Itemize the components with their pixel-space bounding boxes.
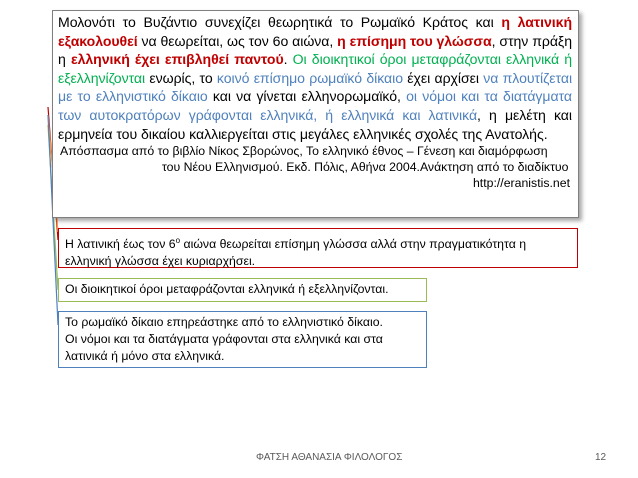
highlight-laws-decrees: οι νόμοι και τα διατάγματα των αυτοκρατόρων γράφονται ελληνικά, ή ελληνικά και λατινικά [58,88,572,123]
note-administrative-text: Οι διοικητικοί όροι μεταφράζονται ελληνικά ή εξελληνίζονται. [65,282,389,296]
citation-line-1: Απόσπασμα από το βιβλίο Νίκος Σβορώνος, Το ελληνικό έθνος – Γένεση και διαμόρφωση [60,144,548,159]
excerpt-text: ενωρίς, το [145,69,217,86]
excerpt-text: Μολονότι το Βυζάντιο συνεχίζει θεωρητικά το Ρωμαϊκό Κράτος και [58,14,502,30]
excerpt-text: και να γίνεται ελληνορωμαϊκό, [207,88,407,105]
highlight-roman-law: κοινό επίσημο ρωμαϊκό δίκαιο [216,69,404,86]
citation-url: http://eranistis.net [472,176,570,191]
excerpt-text: , στην πράξη η [58,32,572,68]
highlight-hellenistic-law: να πλουτίζεται με το ελληνιστικό δίκαιο [58,69,573,105]
note-latin-text-rest: αιώνα θεωρείται επίσημη γλώσσα αλλά στην πραγματικότητα η ελληνική γλώσσα έχει κυριαρχήσει. [65,237,527,269]
footer-author: ΦΑΤΣΗ ΑΘΑΝΑΣΙΑ ΦΙΛΟΛΟΓΟΣ [256,452,403,463]
highlight-administrative-terms: Οι διοικητικοί όροι μεταφράζονται ελληνικά ή εξελληνίζονται [58,51,573,86]
excerpt-text: να θεωρείται, ως τον 6ο αιώνα, [137,32,338,49]
note-administrative-box [58,278,427,302]
highlight-greek-imposed: ελληνική έχει επιβληθεί παντού [70,51,284,68]
note-law-line-2: Οι νόμοι και τα διατάγματα γράφονται στα ελληνικά και στα λατινικά ή μόνο στα ελληνικά. [65,332,383,363]
excerpt-text: . [283,51,293,68]
note-latin-box [58,228,578,268]
note-law-box [58,311,427,368]
page-number: 12 [595,452,607,463]
highlight-official-language: η επίσημη του γλώσσα [337,32,492,49]
highlight-latin: η λατινική εξακολουθεί [58,14,572,49]
note-latin-text: Η λατινική έως τον 6 [65,237,176,252]
note-law-line-1: Το ρωμαϊκό δίκαιο επηρεάστηκε από το ελληνιστικό δίκαιο. [65,315,383,329]
note-latin-superscript: ο [175,236,181,245]
excerpt-box [52,10,579,218]
excerpt-paragraph [58,13,572,143]
citation [58,143,572,191]
excerpt-text: , η μελέτη και ερμηνεία του δικαίου καλλιεργείται στις μεγάλες ελληνικές σχολές της Ανατολής. [58,106,572,142]
citation-line-2: του Νέου Ελληνισμού. Εκδ. Πόλις, Αθήνα 2004.Ανάκτηση από το διαδίκτυο [162,160,569,175]
excerpt-text: έχει αρχίσει [403,69,484,86]
